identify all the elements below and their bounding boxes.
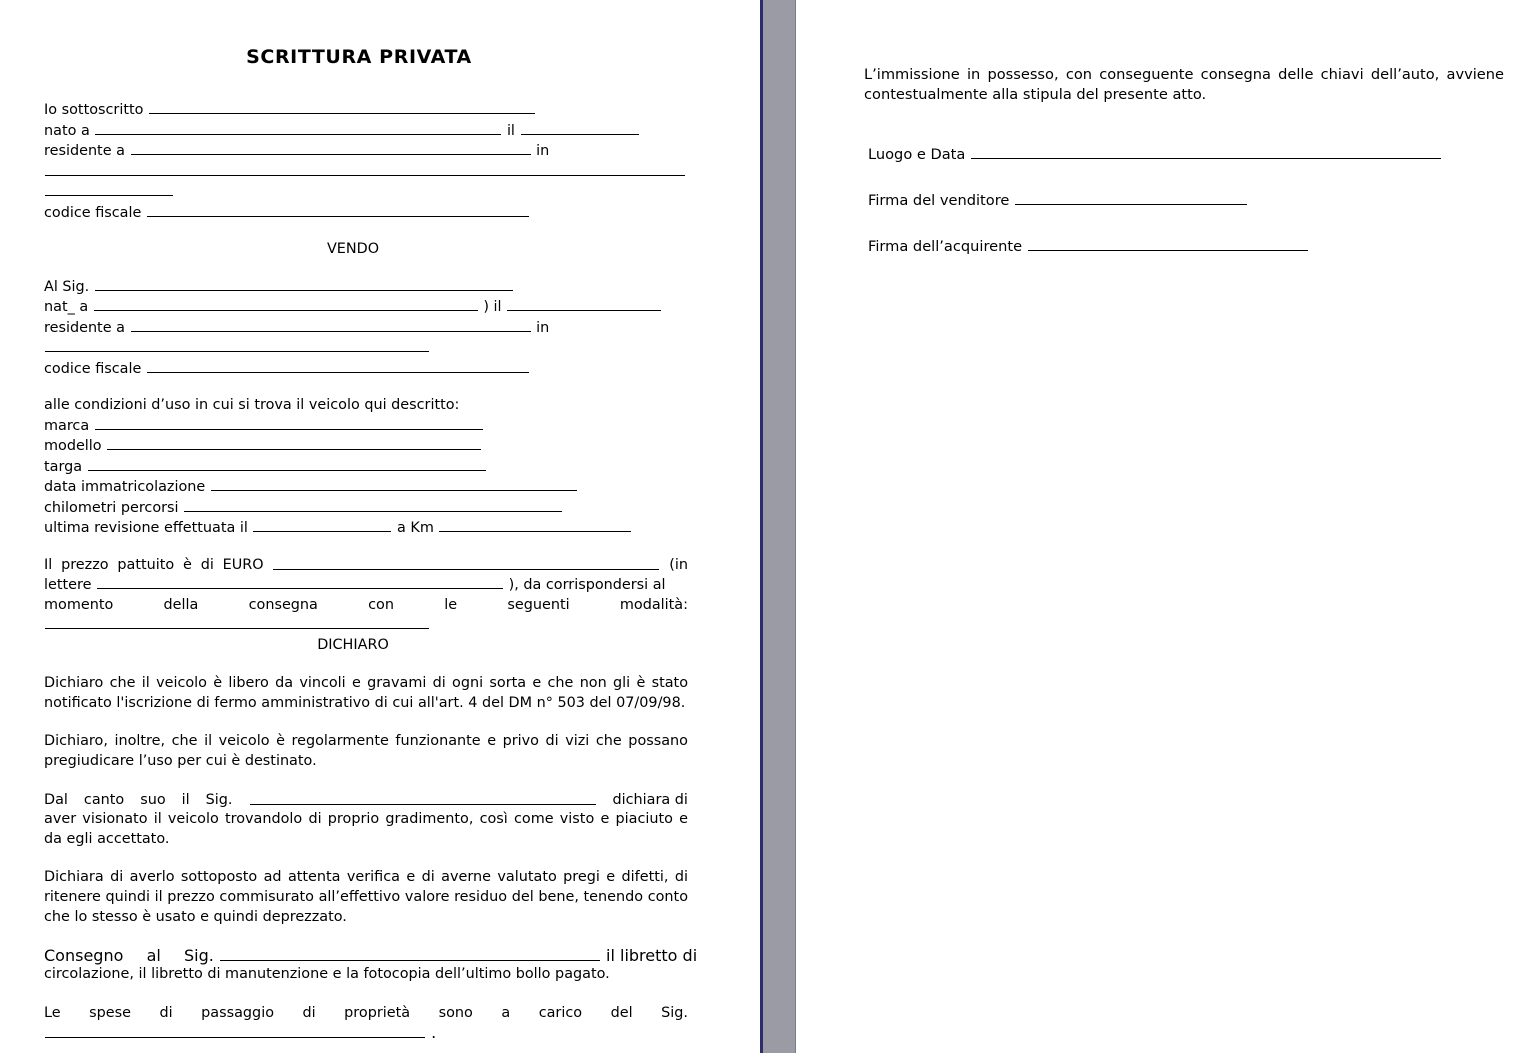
word: Consegno bbox=[44, 946, 124, 966]
seller-residence-blank[interactable] bbox=[131, 141, 531, 155]
price-row-4 bbox=[44, 615, 688, 636]
word: carico bbox=[538, 1004, 583, 1021]
seller-birth-row bbox=[44, 121, 688, 142]
page-divider bbox=[760, 0, 796, 1053]
vehicle-field-blank[interactable] bbox=[184, 498, 562, 512]
possession-paragraph: L’immissione in possesso, con conseguente consegna delle chiavi dell’auto, avviene contestualmente alla stipula del presente atto. bbox=[864, 65, 1504, 103]
seller-birthplace-label: nato a bbox=[44, 122, 90, 139]
word: del bbox=[610, 1004, 633, 1021]
price-word: le bbox=[444, 596, 458, 613]
buyer-residence-row2 bbox=[44, 338, 688, 359]
price-word: modalità: bbox=[619, 596, 688, 613]
buyer-name-row bbox=[44, 277, 688, 298]
seller-name-label: Io sottoscritto bbox=[44, 102, 144, 118]
buyer-residence-blank-2[interactable] bbox=[45, 338, 429, 352]
buyer-inspection-blank[interactable] bbox=[250, 791, 596, 805]
buyer-name-label: Al Sig. bbox=[44, 278, 90, 295]
price-word: di bbox=[200, 556, 214, 573]
seller-residence-in-label: in bbox=[536, 143, 550, 159]
price-row-2 bbox=[44, 575, 688, 596]
handover-blank[interactable] bbox=[220, 947, 600, 961]
handover-after-blank: il libretto di bbox=[606, 946, 698, 966]
buyer-birth-close: ) il bbox=[483, 299, 502, 315]
transfer-costs-dot: . bbox=[431, 1023, 437, 1043]
price-row2-tail: ), da corrispondersi al bbox=[508, 577, 666, 594]
buyer-birthplace-label: nat_ a bbox=[44, 299, 89, 315]
word: il bbox=[181, 791, 190, 808]
seller-name-row bbox=[44, 100, 688, 121]
word: sono bbox=[438, 1004, 473, 1021]
buyer-inspection-after-blank: dichiara di bbox=[612, 791, 688, 808]
buyer-birthdate-blank[interactable] bbox=[507, 297, 661, 311]
revision-label: ultima revisione effettuata il bbox=[44, 520, 248, 536]
vehicle-field-blank[interactable] bbox=[95, 416, 483, 430]
price-word: EURO bbox=[222, 556, 264, 573]
vehicle-block bbox=[44, 396, 688, 539]
vehicle-field-modello bbox=[44, 436, 688, 457]
price-word: consegna bbox=[248, 596, 318, 613]
word: al bbox=[146, 946, 161, 966]
buyer-birth-row bbox=[44, 297, 688, 318]
word: Le bbox=[44, 1004, 61, 1021]
vehicle-field-targa bbox=[44, 457, 688, 478]
transfer-costs-blank[interactable] bbox=[45, 1024, 425, 1038]
left-page bbox=[0, 0, 760, 1053]
vehicle-intro: alle condizioni d’uso in cui si trova il veicolo qui descritto: bbox=[44, 397, 460, 413]
transfer-costs-line-2 bbox=[44, 1023, 688, 1042]
word: canto bbox=[83, 791, 125, 808]
buyer-fiscalcode-label: codice fiscale bbox=[44, 360, 142, 377]
seller-birthdate-label: il bbox=[506, 122, 515, 139]
word: proprietà bbox=[344, 1004, 411, 1021]
seller-residence-row3 bbox=[44, 182, 688, 203]
vehicle-field-label: chilometri percorsi bbox=[44, 499, 179, 516]
price-words-label: lettere bbox=[44, 577, 92, 594]
word: passaggio bbox=[201, 1004, 274, 1021]
transfer-costs-paragraph bbox=[44, 1004, 688, 1043]
vehicle-field-blank[interactable] bbox=[211, 477, 577, 491]
price-amount-blank[interactable] bbox=[273, 556, 659, 570]
page-title: SCRITTURA PRIVATA bbox=[246, 46, 472, 68]
seller-residence-row bbox=[44, 141, 688, 162]
seller-fiscalcode-row bbox=[44, 203, 688, 224]
vehicle-field-chilometri bbox=[44, 498, 688, 519]
vehicle-field-revisione bbox=[44, 518, 688, 539]
buyer-fiscalcode-blank[interactable] bbox=[147, 359, 529, 373]
price-row-1 bbox=[44, 556, 688, 576]
seller-signature-row bbox=[868, 191, 1506, 211]
price-word: pattuito bbox=[117, 556, 175, 573]
price-word: della bbox=[163, 596, 199, 613]
handover-line-1 bbox=[44, 946, 698, 966]
buyer-inspection-rest: aver visionato il veicolo trovandolo di proprio gradimento, così come visto e piaciuto e da egli accettato. bbox=[44, 811, 688, 847]
seller-fiscalcode-label: codice fiscale bbox=[44, 204, 142, 221]
seller-fiscalcode-blank[interactable] bbox=[147, 203, 529, 217]
declaration-paragraph-2: Dichiaro, inoltre, che il veicolo è regolarmente funzionante e privo di vizi che possano pregiudicare l’uso per cui è destinato. bbox=[44, 733, 688, 769]
word: di bbox=[302, 1004, 316, 1021]
place-date-label: Luogo e Data bbox=[868, 146, 966, 164]
vehicle-field-blank[interactable] bbox=[88, 457, 486, 471]
seller-birthplace-blank[interactable] bbox=[95, 121, 501, 135]
buyer-residence-label: residente a bbox=[44, 319, 125, 336]
seller-block bbox=[44, 100, 688, 223]
buyer-block bbox=[44, 277, 688, 380]
word: Sig. bbox=[661, 1004, 688, 1021]
buyer-inspection-line-1 bbox=[44, 791, 688, 811]
buyer-signature-blank[interactable] bbox=[1028, 237, 1308, 251]
buyer-signature-label: Firma dell’acquirente bbox=[868, 238, 1023, 256]
revision-km-blank[interactable] bbox=[439, 518, 631, 532]
revision-date-blank[interactable] bbox=[253, 518, 391, 532]
seller-residence-blank-2[interactable] bbox=[45, 162, 685, 176]
handover-rest: circolazione, il libretto di manutenzione e la fotocopia dell’ultimo bollo pagato. bbox=[44, 966, 610, 983]
dichiaro-heading: DICHIARO bbox=[317, 636, 389, 653]
price-word: prezzo bbox=[61, 556, 109, 573]
seller-residence-blank-3[interactable] bbox=[45, 182, 173, 196]
seller-residence-row2 bbox=[44, 162, 688, 183]
price-modality-blank[interactable] bbox=[45, 615, 429, 629]
place-date-blank[interactable] bbox=[971, 145, 1441, 159]
seller-signature-label: Firma del venditore bbox=[868, 192, 1010, 210]
word: Sig. bbox=[184, 946, 214, 966]
place-date-row bbox=[868, 145, 1506, 165]
word: a bbox=[501, 1004, 511, 1021]
price-row-3 bbox=[44, 596, 688, 616]
vehicle-field-label: marca bbox=[44, 417, 90, 434]
price-word: è bbox=[183, 556, 192, 573]
word: suo bbox=[140, 791, 166, 808]
word: di bbox=[159, 1004, 173, 1021]
declaration-paragraph-1: Dichiaro che il veicolo è libero da vincoli e gravami di ogni sorta e che non gli è stato notificato l'iscrizione di fermo amministrativo di cui all'art. 4 del DM n° 503 del 07/09/98. bbox=[44, 675, 688, 711]
buyer-birthplace-blank[interactable] bbox=[94, 297, 478, 311]
revision-km-label: a Km bbox=[397, 520, 434, 536]
vehicle-field-marca bbox=[44, 416, 688, 437]
price-words-blank[interactable] bbox=[97, 575, 503, 589]
buyer-signature-row bbox=[868, 237, 1506, 257]
price-block bbox=[44, 556, 688, 636]
buyer-residence-blank[interactable] bbox=[131, 318, 531, 332]
buyer-residence-row bbox=[44, 318, 688, 339]
buyer-residence-in-label: in bbox=[536, 319, 550, 336]
seller-birthdate-blank[interactable] bbox=[521, 121, 639, 135]
buyer-fiscalcode-row bbox=[44, 359, 688, 380]
vehicle-field-label: data immatricolazione bbox=[44, 479, 206, 495]
seller-signature-blank[interactable] bbox=[1015, 191, 1247, 205]
vehicle-field-blank[interactable] bbox=[107, 436, 481, 450]
buyer-name-blank[interactable] bbox=[95, 277, 513, 291]
seller-residence-label: residente a bbox=[44, 143, 125, 159]
price-word: con bbox=[368, 596, 394, 613]
price-word: Il bbox=[44, 556, 53, 573]
price-word: seguenti bbox=[507, 596, 570, 613]
transfer-costs-line-1 bbox=[44, 1004, 688, 1024]
word: spese bbox=[89, 1004, 131, 1021]
vehicle-field-immatricolazione bbox=[44, 477, 688, 498]
seller-name-blank[interactable] bbox=[149, 100, 535, 114]
vehicle-field-label: targa bbox=[44, 458, 83, 475]
price-word: momento bbox=[44, 596, 114, 613]
price-tail: (in bbox=[669, 556, 688, 573]
declaration-paragraph-3: Dichiara di averlo sottoposto ad attenta verifica e di averne valutato pregi e difetti, di ritenere quindi il prezzo commisurato all’effettivo valore residuo del bene, tenendo conto che lo stesso è usato e quindi deprezzato. bbox=[44, 869, 688, 925]
buyer-inspection-paragraph bbox=[44, 791, 688, 850]
vehicle-field-label: modello bbox=[44, 438, 102, 454]
right-page bbox=[796, 0, 1536, 1053]
word: Sig. bbox=[205, 791, 233, 808]
word: Dal bbox=[44, 791, 68, 808]
vendo-heading: VENDO bbox=[326, 241, 380, 257]
handover-paragraph bbox=[44, 946, 698, 985]
